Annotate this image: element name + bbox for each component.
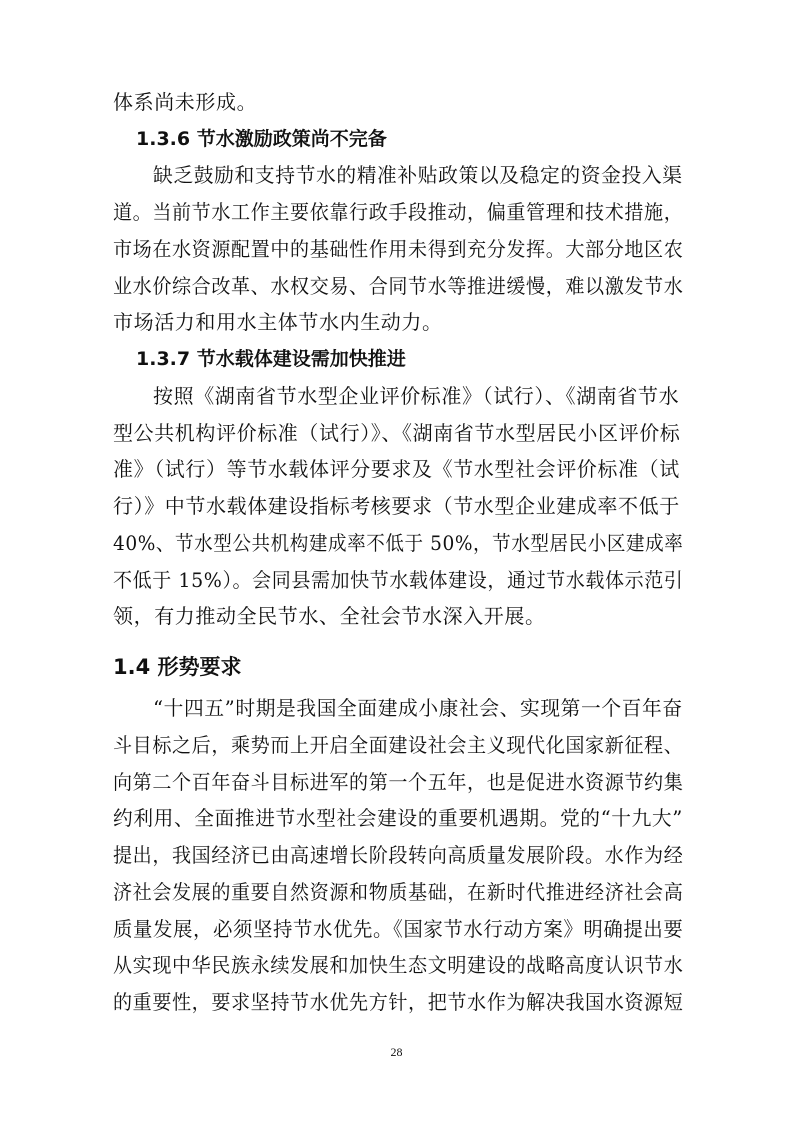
text-line: 型公共机构评价标准（试行）》、《湖南省节水型居民小区评价标 [113, 421, 681, 445]
text-line: 行）》中节水载体建设指标考核要求（节水型企业建成率不低于 [113, 494, 680, 518]
page-number: 28 [390, 1045, 403, 1059]
text-line: 领，有力推动全民节水、全社会节水深入开展。 [113, 604, 546, 628]
text-line: 道。当前节水工作主要依靠行政手段推动，偏重管理和技术措施， [113, 200, 684, 224]
section-heading-1-3-6: 1.3.6 节水激励政策尚不完备 [136, 128, 387, 150]
text-line: 不低于 15%）。会同县需加快节水载体建设，通过节水载体示范引 [113, 568, 684, 592]
text-line: 40%、节水型公共机构建成率不低于 50%，节水型居民小区建成率 [113, 531, 684, 555]
text-line: 准》（试行）等节水载体评分要求及《节水型社会评价标准（试 [113, 457, 680, 481]
text-line: 向第二个百年奋斗目标进军的第一个五年，也是促进水资源节约集 [113, 770, 684, 794]
text-line: 的重要性，要求坚持节水优先方针，把节水作为解决我国水资源短 [113, 990, 684, 1014]
section-heading-1-4: 1.4 形势要求 [113, 655, 242, 679]
text-line: 业水价综合改革、水权交易、合同节水等推进缓慢，难以激发节水 [113, 274, 684, 298]
text-line: “十四五”时期是我国全面建成小康社会、实现第一个百年奋 [153, 696, 683, 720]
text-line: 市场在水资源配置中的基础性作用未得到充分发挥。大部分地区农 [113, 237, 684, 261]
text-line: 按照《湖南省节水型企业评价标准》（试行）、《湖南省节水 [153, 384, 680, 408]
text-line: 斗目标之后，乘势而上开启全面建设社会主义现代化国家新征程、 [113, 733, 684, 757]
text-line: 济社会发展的重要自然资源和物质基础，在新时代推进经济社会高 [113, 880, 684, 904]
text-line: 缺乏鼓励和支持节水的精准补贴政策以及稳定的资金投入渠 [153, 163, 683, 187]
text-line: 市场活力和用水主体节水内生动力。 [113, 310, 443, 334]
text-line: 从实现中华民族永续发展和加快生态文明建设的战略高度认识节水 [113, 953, 684, 977]
text-line: 约利用、全面推进节水型社会建设的重要机遇期。党的“十九大” [113, 806, 683, 830]
text-line: 提出，我国经济已由高速增长阶段转向高质量发展阶段。水作为经 [113, 843, 684, 867]
text-line: 体系尚未形成。 [113, 90, 258, 114]
section-heading-1-3-7: 1.3.7 节水载体建设需加快推进 [136, 348, 406, 370]
text-line: 质量发展，必须坚持节水优先。《国家节水行动方案》明确提出要 [113, 917, 684, 941]
